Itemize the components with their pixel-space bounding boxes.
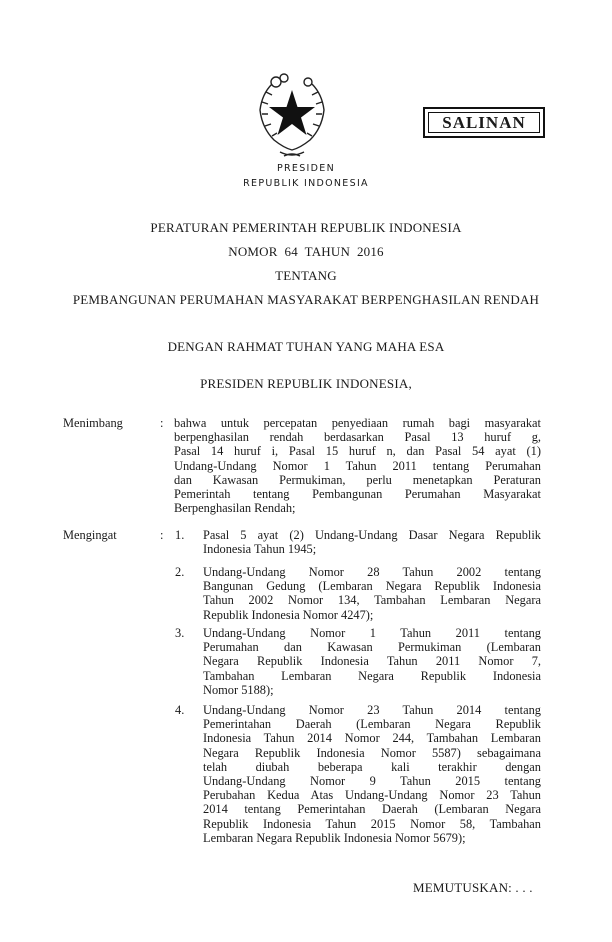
text-line: Negara Republik Indonesia Nomor 5587) sebagaimana	[203, 745, 541, 760]
text-line: berpenghasilan rendah berdasarkan Pasal 13 huruf g,	[174, 430, 541, 445]
mengingat-colon: :	[160, 528, 164, 542]
text-line: Nomor 5188);	[203, 682, 274, 697]
text-line: Pemerintah tentang Pembangunan Perumahan Masyarakat	[174, 486, 541, 501]
list-item	[203, 703, 541, 845]
salinan-text: SALINAN	[442, 112, 526, 132]
text-line: Perubahan Kedua Atas Undang-Undang Nomor 23 Tahun	[203, 788, 541, 803]
text-line: Tahun 2002 Nomor 134, Tambahan Lembaran Negara	[203, 593, 541, 608]
divine-invocation: DENGAN RAHMAT TUHAN YANG MAHA ESA	[167, 339, 445, 354]
text-line: bahwa untuk percepatan penyediaan rumah bagi masyarakat	[174, 416, 541, 430]
presidential-emblem	[250, 72, 334, 158]
list-item	[203, 565, 541, 622]
text-line: Undang-Undang Nomor 1 Tahun 2011 tentang	[203, 626, 541, 640]
text-line: telah diubah beberapa kali terakhir dengan	[203, 759, 541, 774]
text-line: Negara Republik Indonesia Tahun 2011 Nomor 7,	[203, 654, 541, 669]
text-line: Pasal 5 ayat (2) Undang-Undang Dasar Negara Republik	[203, 528, 541, 542]
regulation-tentang: TENTANG	[275, 268, 337, 283]
continuation-marker: MEMUTUSKAN: . . .	[413, 880, 533, 895]
salinan-stamp	[423, 107, 545, 138]
emblem-caption-president: PRESIDEN	[277, 163, 335, 174]
text-line: Pemerintahan Daerah (Lembaran Negara Republik	[203, 717, 541, 732]
president-heading: PRESIDEN REPUBLIK INDONESIA,	[200, 376, 412, 391]
text-line: Lembaran Negara Republik Indonesia Nomor 5679);	[203, 830, 466, 845]
regulation-subject: PEMBANGUNAN PERUMAHAN MASYARAKAT BERPENGHASILAN RENDAH	[72, 292, 540, 307]
menimbang-label: Menimbang	[63, 416, 123, 430]
regulation-title: PERATURAN PEMERINTAH REPUBLIK INDONESIA	[150, 220, 462, 235]
menimbang-colon: :	[160, 416, 164, 430]
text-line: Undang-Undang Nomor 9 Tahun 2015 tentang	[203, 773, 541, 788]
text-line: Tambahan Lembaran Negara Republik Indonesia	[203, 668, 541, 683]
text-line: Undang-Undang Nomor 1 Tahun 2011 tentang Perumahan	[174, 458, 541, 473]
list-item-number: 4.	[175, 703, 185, 717]
regulation-number: NOMOR 64 TAHUN 2016	[228, 244, 384, 259]
text-line: Berpenghasilan Rendah;	[174, 501, 296, 516]
text-line: Republik Indonesia Tahun 2015 Nomor 58, Tambahan	[203, 816, 541, 831]
text-line: dan Kawasan Permukiman, perlu menetapkan Peraturan	[174, 472, 541, 487]
list-item	[203, 626, 541, 697]
star-emblem-icon	[250, 72, 334, 158]
list-item-number: 2.	[175, 565, 185, 579]
list-item	[203, 528, 541, 556]
text-line: Perumahan dan Kawasan Permukiman (Lembaran	[203, 640, 541, 655]
mengingat-label: Mengingat	[63, 528, 117, 542]
list-item-number: 1.	[175, 528, 185, 542]
text-line: Undang-Undang Nomor 28 Tahun 2002 tentang	[203, 565, 541, 579]
menimbang-text	[174, 416, 541, 515]
emblem-caption-republic: REPUBLIK INDONESIA	[243, 178, 369, 189]
text-line: Bangunan Gedung (Lembaran Negara Republik Indonesia	[203, 579, 541, 594]
list-item-number: 3.	[175, 626, 185, 640]
text-line: Pasal 14 huruf i, Pasal 15 huruf n, dan Pasal 54 ayat (1)	[174, 444, 541, 459]
text-line: Indonesia Tahun 1945;	[203, 542, 317, 557]
text-line: 2014 tentang Pemerintahan Daerah (Lembaran Negara	[203, 802, 541, 817]
text-line: Indonesia Tahun 2014 Nomor 244, Tambahan Lembaran	[203, 731, 541, 746]
text-line: Republik Indonesia Nomor 4247);	[203, 607, 374, 622]
text-line: Undang-Undang Nomor 23 Tahun 2014 tentang	[203, 703, 541, 717]
